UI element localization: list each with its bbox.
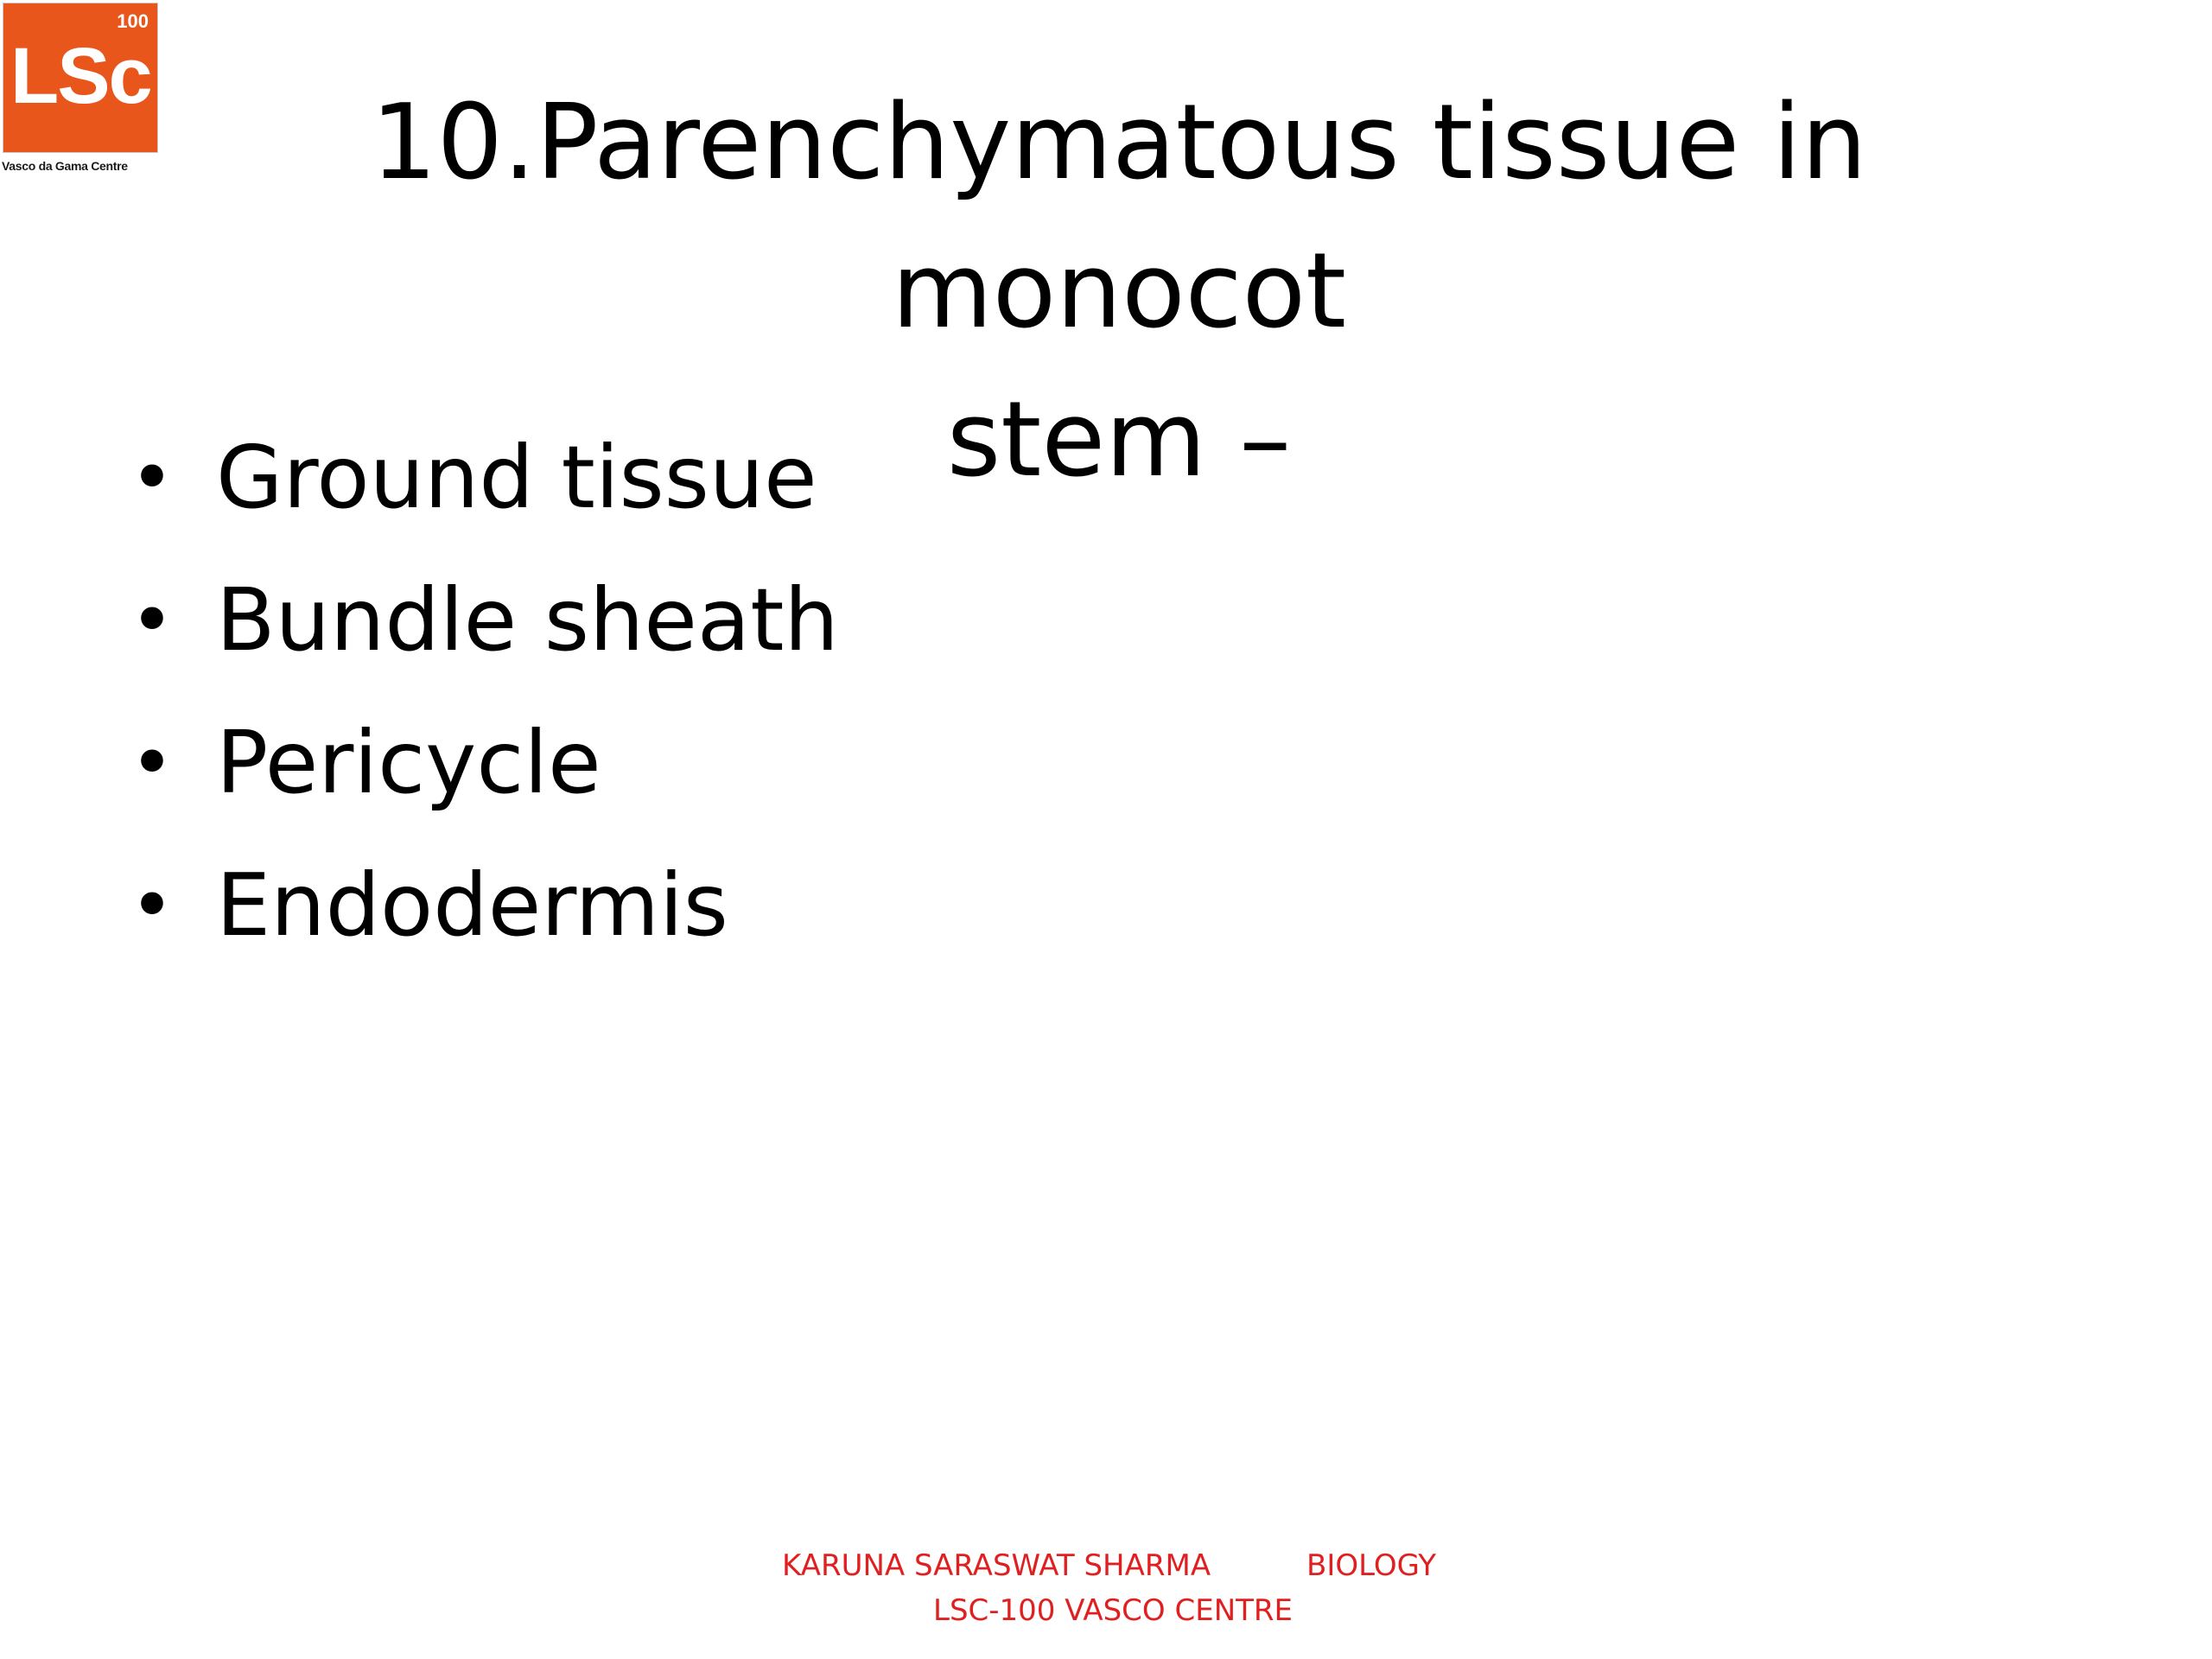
bullet-item (130, 691, 839, 834)
footer-centre: LSC-100 VASCO CENTRE (933, 1593, 1294, 1628)
bullet-icon: • (130, 575, 175, 664)
logo-number: 100 (117, 10, 149, 32)
bullet-icon: • (130, 433, 175, 522)
bullet-text: Pericycle (216, 712, 601, 813)
bullet-text: Endodermis (216, 855, 728, 956)
bullet-item (130, 834, 839, 976)
bullet-icon: • (130, 861, 175, 950)
bullet-text: Bundle sheath (216, 569, 839, 671)
lsc-logo (3, 3, 158, 153)
footer-subject: BIOLOGY (1306, 1548, 1437, 1583)
slide-title-line2: stem – (946, 380, 1292, 500)
slide-title-line1: 10.Parenchymatous tissue in monocot (371, 83, 1867, 352)
logo-letters: LSc (10, 32, 151, 120)
bullet-text: Ground tissue (216, 427, 817, 528)
logo-caption: Vasco da Gama Centre (2, 159, 128, 173)
bullet-item (130, 549, 839, 691)
bullet-list (130, 406, 839, 976)
bullet-item (130, 406, 839, 549)
bullet-icon: • (130, 718, 175, 807)
footer-author: KARUNA SARASWAT SHARMA (782, 1548, 1211, 1583)
